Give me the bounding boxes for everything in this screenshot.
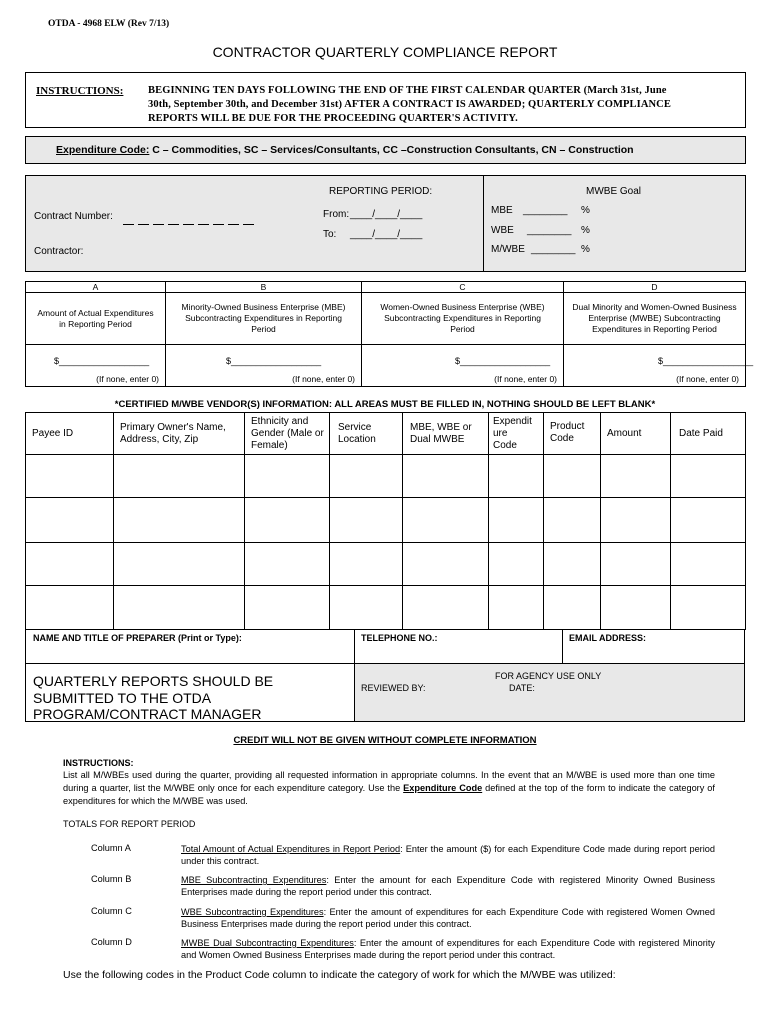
preparer-block (25, 629, 745, 722)
reviewed-by-label: REVIEWED BY: (361, 683, 426, 693)
telephone-label: TELEPHONE NO.: (361, 633, 438, 643)
expenditure-code-label: Expenditure Code: (56, 144, 150, 156)
header-payee-id: Payee ID (26, 413, 114, 455)
header-date-paid: Date Paid (671, 413, 746, 455)
bottom-instructions-label: INSTRUCTIONS: (63, 758, 134, 768)
header-amount: Amount (601, 413, 671, 455)
instructions-label: INSTRUCTIONS: (36, 85, 124, 97)
column-b-if-none: (If none, enter 0) (292, 374, 355, 384)
column-c-explanation: WBE Subcontracting Expenditures: Enter the amount of expenditures for each Expenditure Code with registered Women Owned Business Enterprises made during the report period under this contract. (181, 907, 715, 929)
instructions-text (148, 84, 671, 126)
contractor-label: Contractor: (34, 246, 84, 257)
mbe-goal-field[interactable]: ________ (523, 205, 568, 216)
column-c-desc: Women-Owned Business Enterprise (WBE) Subcontracting Expenditures in Reporting Period (362, 293, 564, 345)
column-d-letter: D (564, 282, 746, 293)
credit-note: CREDIT WILL NOT BE GIVEN WITHOUT COMPLETE INFORMATION (233, 735, 537, 746)
column-a-if-none: (If none, enter 0) (96, 374, 159, 384)
instructions-line-3: REPORTS WILL BE DUE FOR THE PROCEEDING QUARTER'S ACTIVITY. (148, 113, 518, 124)
vendor-row[interactable] (26, 455, 746, 498)
totals-label: TOTALS FOR REPORT PERIOD (63, 819, 196, 829)
vendor-row[interactable] (26, 586, 746, 630)
product-code-instruction: Use the following codes in the Product Code column to indicate the category of work for which the M/WBE was utilized: (63, 969, 616, 981)
expenditure-columns-table (25, 281, 754, 387)
column-d-desc: Dual Minority and Women-Owned Business Enterprise (MWBE) Subcontracting Expenditures in Reporting Period (564, 293, 746, 345)
expenditure-code-reference: Expenditure Code (403, 783, 483, 793)
vendor-row[interactable] (26, 543, 746, 586)
column-d-amount-cell[interactable] (564, 345, 754, 387)
header-info-block (25, 175, 746, 272)
column-b-amount-field[interactable]: $__________________ (226, 356, 322, 366)
column-a-letter: A (26, 282, 166, 293)
mbe-pct: % (581, 205, 590, 216)
vendor-table (25, 412, 746, 630)
column-d-label: Column D (91, 937, 132, 947)
column-b-letter: B (166, 282, 362, 293)
certified-heading: *CERTIFIED M/WBE VENDOR(S) INFORMATION: ALL AREAS MUST BE FILLED IN, NOTHING SHOULD BE LEFT BLANK* (114, 399, 656, 410)
column-a-desc: Amount of Actual Expenditures in Reporting Period (26, 293, 166, 345)
bottom-instructions-paragraph: List all M/WBEs used during the quarter, providing all requested information in appropriate columns. In the event that an M/WBE is used more than one time during a quarter, list the M/WBE only once for each expenditure category. Use the Expenditure Code defined at the top of the form to indicate the category of expenditures for which the M/WBE was used. (63, 770, 715, 806)
mwbe-label: M/WBE (491, 244, 525, 255)
column-a-explanation: Total Amount of Actual Expenditures in Report Period: Enter the amount ($) for each Expenditure Code made during report period under this contract. (181, 844, 715, 866)
mbe-label: MBE (491, 205, 513, 216)
column-b-label: Column B (91, 874, 132, 884)
column-c-if-none: (If none, enter 0) (494, 374, 557, 384)
column-c-amount-field[interactable]: $__________________ (455, 356, 551, 366)
header-ethnicity: Ethnicity and Gender (Male or Female) (245, 413, 330, 455)
form-id: OTDA - 4968 ELW (Rev 7/13) (48, 19, 170, 29)
instructions-box (25, 72, 746, 128)
wbe-label: WBE (491, 225, 514, 236)
agency-date-label: DATE: (509, 683, 535, 693)
preparer-name-label: NAME AND TITLE OF PREPARER (Print or Type): (33, 633, 242, 643)
to-date-field[interactable]: ____/____/____ (350, 229, 423, 240)
wbe-goal-field[interactable]: ________ (527, 225, 572, 236)
mwbe-goal-label: MWBE Goal (586, 186, 642, 197)
mwbe-pct: % (581, 244, 590, 255)
vendor-row[interactable] (26, 498, 746, 543)
header-expenditure-code: Expendit ure Code (489, 413, 544, 455)
column-b-desc: Minority-Owned Business Enterprise (MBE) Subcontracting Expenditures in Reporting Period (166, 293, 362, 345)
column-d-if-none: (If none, enter 0) (676, 374, 739, 384)
from-date-field[interactable]: ____/____/____ (350, 209, 423, 220)
to-label: To: (323, 229, 337, 240)
page-title: CONTRACTOR QUARTERLY COMPLIANCE REPORT (212, 44, 558, 60)
contract-number-label: Contract Number: (34, 211, 113, 222)
instructions-line-2: 30th, September 30th, and December 31st) AFTER A CONTRACT IS AWARDED; QUARTERLY COMPLIANCE (148, 99, 671, 110)
header-mbe-wbe: MBE, WBE or Dual MWBE (403, 413, 489, 455)
instructions-line-1: BEGINNING TEN DAYS FOLLOWING THE END OF THE FIRST CALENDAR QUARTER (March 31st, June (148, 85, 667, 96)
column-b-explanation: MBE Subcontracting Expenditures: Enter the amount for each Expenditure Code with registered Minority Owned Business Enterprises made during the report period under this contract. (181, 875, 715, 897)
contract-number-field[interactable] (123, 212, 258, 230)
column-c-amount-cell[interactable] (362, 345, 564, 387)
expenditure-code-text: C – Commodities, SC – Services/Consultants, CC –Construction Consultants, CN – Construction (152, 144, 634, 156)
header-owner-name: Primary Owner's Name, Address, City, Zip (114, 413, 245, 455)
column-a-label: Column A (91, 843, 131, 853)
reporting-period-label: REPORTING PERIOD: (329, 186, 433, 197)
wbe-pct: % (581, 225, 590, 236)
submit-note: QUARTERLY REPORTS SHOULD BE SUBMITTED TO THE OTDA PROGRAM/CONTRACT MANAGER (33, 673, 274, 722)
column-c-letter: C (362, 282, 564, 293)
column-d-explanation: MWBE Dual Subcontracting Expenditures: Enter the amount of expenditures for each Expenditure Code with registered Minority and Women Owned Business Enterprises made during the report period under this contract. (181, 938, 715, 960)
mwbe-goal-field[interactable]: ________ (531, 244, 576, 255)
email-label: EMAIL ADDRESS: (569, 633, 647, 643)
vendor-header-row (26, 413, 746, 455)
column-a-amount-field[interactable]: $__________________ (54, 356, 150, 366)
header-product-code: Product Code (544, 413, 601, 455)
header-service-location: Service Location (330, 413, 403, 455)
expenditure-code-bar (25, 136, 746, 164)
agency-use-label: FOR AGENCY USE ONLY (495, 671, 602, 681)
column-b-amount-cell[interactable] (166, 345, 362, 387)
column-c-label: Column C (91, 906, 132, 916)
column-d-amount-field[interactable]: $__________________ (658, 356, 754, 366)
from-label: From: (323, 209, 350, 220)
column-a-amount-cell[interactable] (26, 345, 166, 387)
